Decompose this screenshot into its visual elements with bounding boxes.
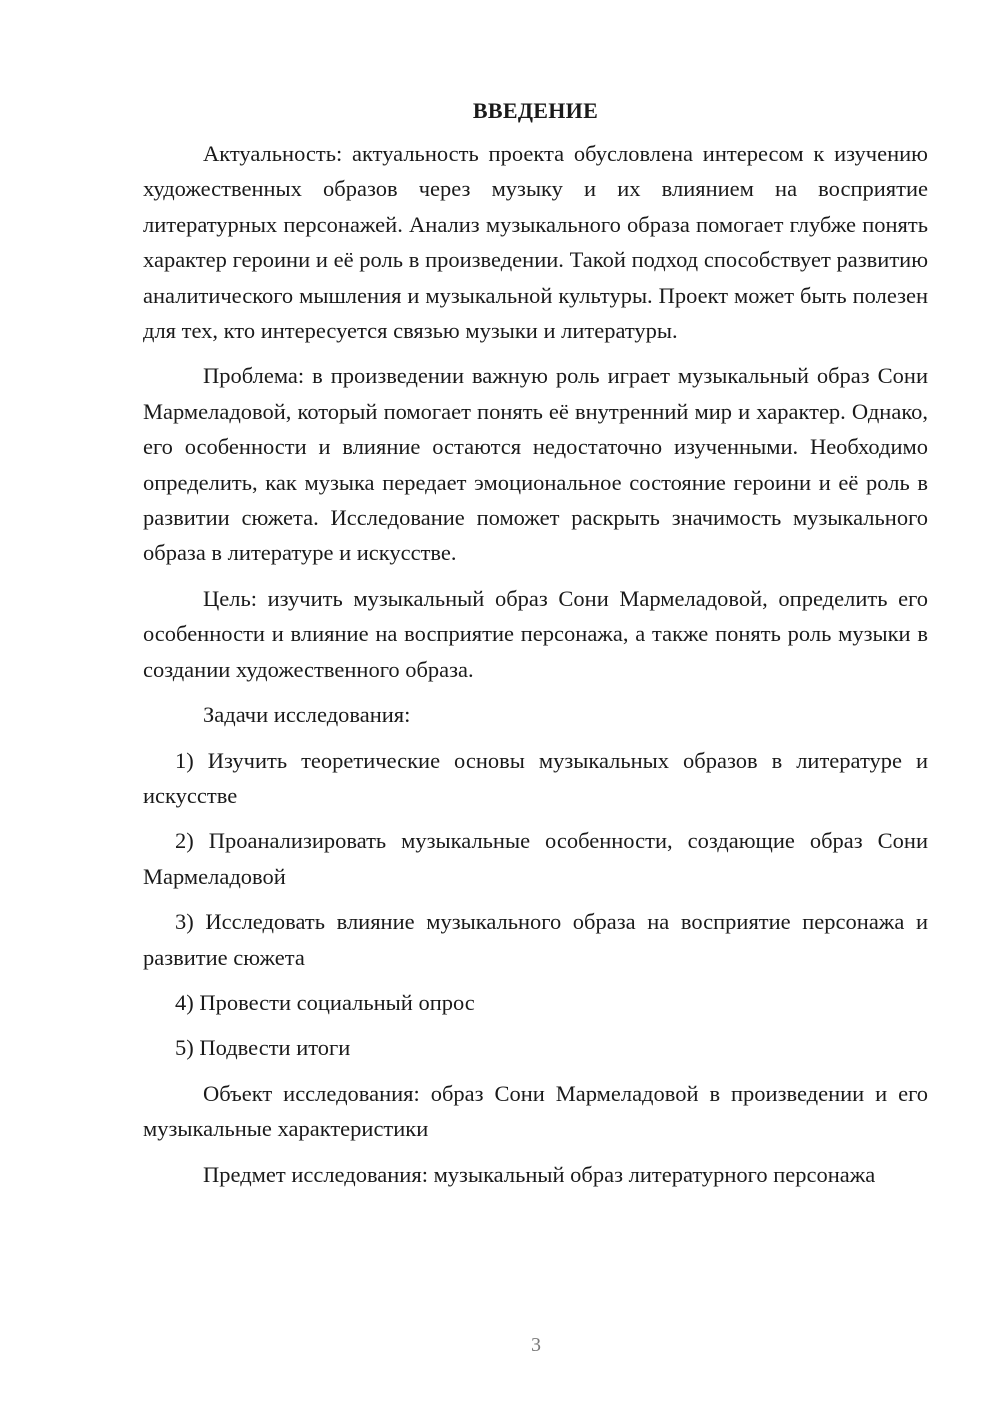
task-item-4: 4) Провести социальный опрос (175, 989, 475, 1015)
object-paragraph: Объект исследования: образ Сони Мармеладовой в произведении и его музыкальные характеристики (143, 1080, 928, 1142)
subject-paragraph: Предмет исследования: музыкальный образ литературного персонажа (203, 1161, 876, 1187)
task-item-3: 3) Исследовать влияние музыкального образа на восприятие персонажа и развитие сюжета (143, 909, 928, 970)
problem-paragraph: Проблема: в произведении важную роль играет музыкальный образ Сони Мармеладовой, который помогает понять её внутренний мир и характер. Однако, его особенности и влияние остаются недостаточно изученными. Необходимо определить, как музыка передает эмоциональное состояние героини и её роль в развитии сюжета. Исследование поможет раскрыть значимость музыкального образа в литературе и искусстве. (143, 363, 928, 566)
document-page (143, 96, 928, 1202)
section-heading: ВВЕДЕНИЕ (472, 98, 599, 123)
task-item-2: 2) Проанализировать музыкальные особенности, создающие образ Сони Мармеладовой (143, 828, 928, 889)
task-item-5: 5) Подвести итоги (175, 1035, 351, 1061)
page-number: 3 (531, 1334, 541, 1356)
relevance-paragraph: Актуальность: актуальность проекта обусловлена интересом к изучению художественных образов через музыку и их влиянием на восприятие литературных персонажей. Анализ музыкального образа помогает глубже понять характер героини и её роль в произведении. Такой подход способствует развитию аналитического мышления и музыкальной культуры. Проект может быть полезен для тех, кто интересуется связью музыки и литературы. (143, 141, 928, 344)
tasks-title: Задачи исследования: (203, 702, 411, 728)
task-item-1: 1) Изучить теоретические основы музыкальных образов в литературе и искусстве (143, 747, 928, 808)
goal-paragraph: Цель: изучить музыкальный образ Сони Мармеладовой, определить его особенности и влияние на восприятие персонажа, а также понять роль музыки в создании художественного образа. (143, 585, 928, 682)
